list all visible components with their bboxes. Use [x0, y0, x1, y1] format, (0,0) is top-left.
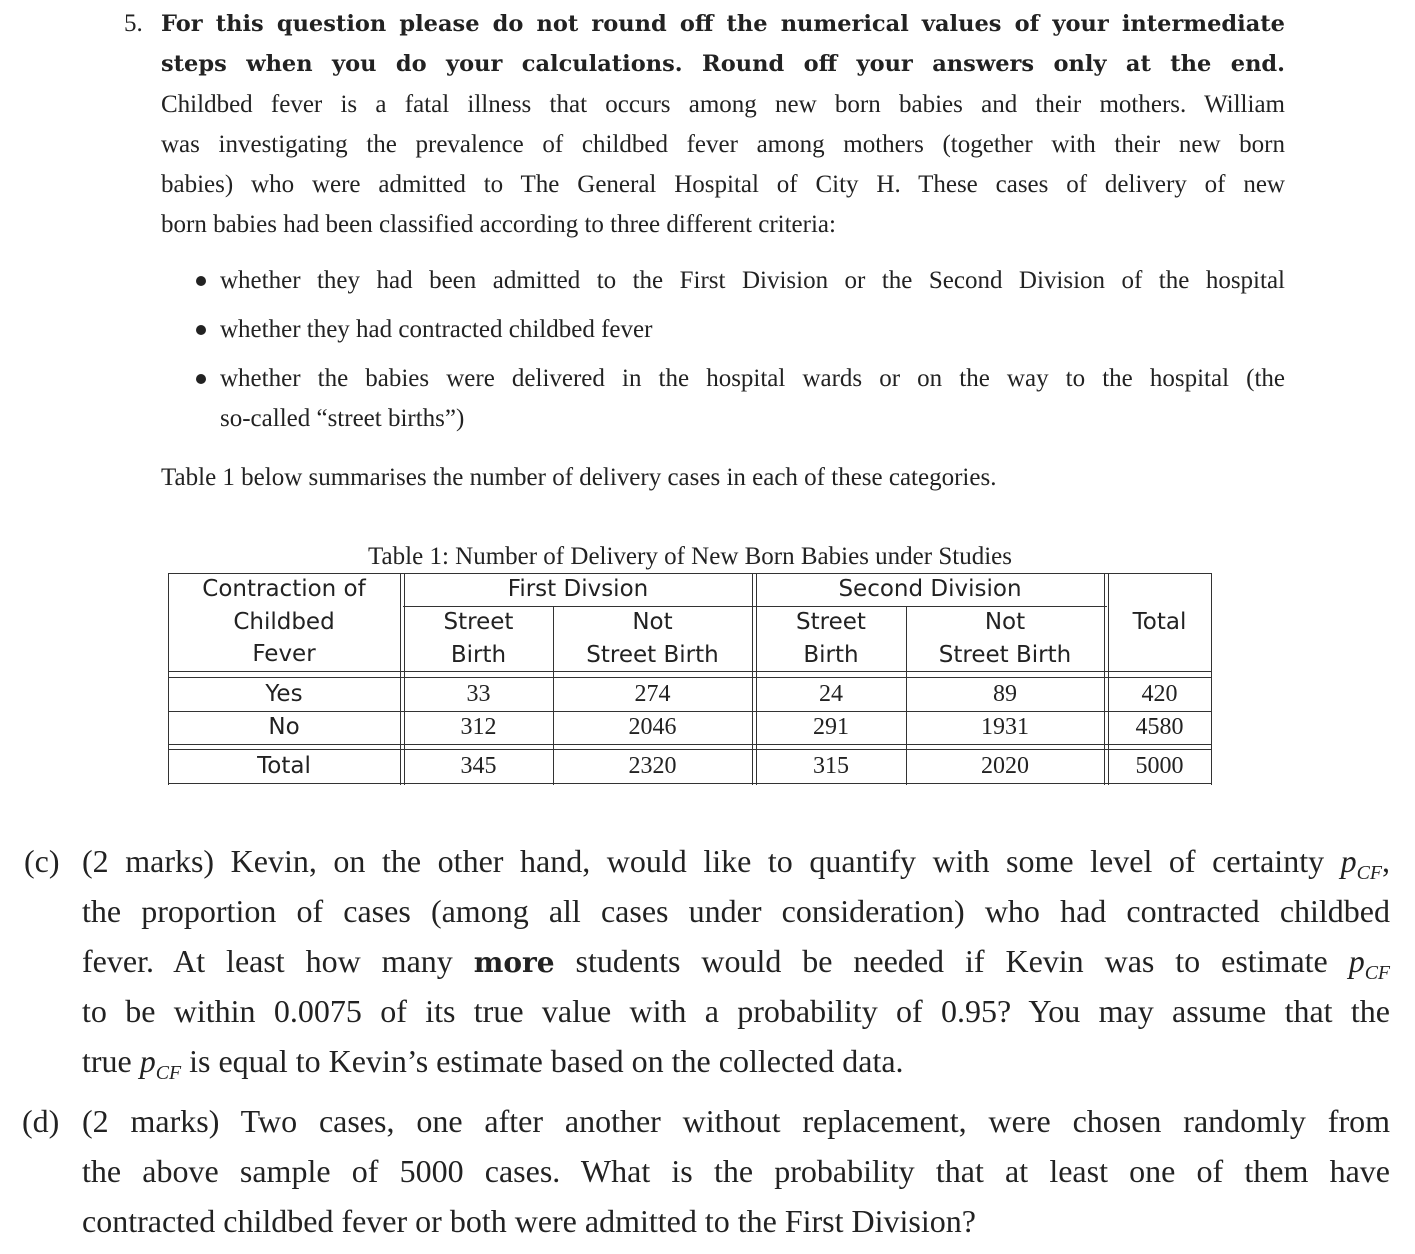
question-number: 5.	[124, 10, 143, 37]
row-label-yes: Yes	[265, 681, 303, 707]
table-cell: 420	[1141, 681, 1178, 707]
table-cell: 2320	[628, 753, 677, 779]
table-cell: 5000	[1135, 753, 1184, 779]
part-c-label: (c)	[24, 843, 60, 879]
row-header-title: Contraction of Childbed Fever	[202, 576, 366, 667]
table-cell: 89	[993, 681, 1017, 707]
table-cell: 2046	[628, 714, 677, 740]
delivery-table	[168, 573, 1212, 785]
table-cell: 315	[813, 753, 849, 779]
table-cell: 33	[466, 681, 491, 707]
intro-line-2: was investigating the prevalence of childbed fever among mothers (together with their new born	[161, 130, 1285, 158]
table-cell: 274	[634, 681, 671, 707]
criteria-list	[191, 261, 1285, 440]
table-cell: 312	[460, 714, 497, 740]
not-street-birth-header: Not Street Birth	[938, 609, 1072, 668]
street-birth-header: Street Birth	[443, 609, 514, 668]
intro-line-4: born babies had been classified according to three different criteria:	[161, 211, 836, 239]
table-cell: 1931	[981, 714, 1029, 740]
part-d-text: (2 marks) Two cases, one after another without replacement, were chosen randomly from the above sample of 5000 cases. What is the probability that at least one of them have contracted childbed fever or both were admitted to the First Division?	[82, 1103, 1390, 1239]
street-birth-header: Street Birth	[796, 609, 866, 668]
instruction-line-2: steps when you do your calculations. Round off your answers only at the end.	[161, 51, 1285, 78]
table-caption: Table 1: Number of Delivery of New Born Babies under Studies	[368, 543, 1012, 570]
criteria-item: whether the babies were delivered in the hospital wards or on the way to the hospital (the so-called “street births”)	[191, 359, 1285, 440]
row-label-total: Total	[257, 753, 311, 779]
criteria-item: whether they had been admitted to the First Division or the Second Division of the hospital	[191, 261, 1285, 310]
table-cell: 291	[813, 714, 849, 740]
intro-line-3: babies) who were admitted to The General Hospital of City H. These cases of delivery of new	[161, 171, 1285, 199]
second-division-header: Second Division	[838, 576, 1022, 602]
table-cell: 345	[460, 753, 497, 779]
bullet-icon	[196, 276, 206, 286]
part-d-label: (d)	[22, 1103, 60, 1139]
table-cell: 24	[819, 681, 843, 707]
total-header: Total	[1132, 609, 1187, 635]
table-cell: 4580	[1135, 714, 1184, 740]
intro-line-1: Childbed fever is a fatal illness that occurs among new born babies and their mothers. William	[161, 90, 1285, 118]
not-street-birth-header: Not Street Birth	[586, 609, 719, 668]
p-cf-symbol: $p_{CF}$	[139, 1043, 182, 1084]
table-intro: Table 1 below summarises the number of delivery cases in each of these categories.	[161, 464, 997, 491]
bullet-icon	[196, 325, 206, 335]
bullet-icon	[196, 374, 206, 384]
table-cell: 2020	[981, 753, 1029, 779]
p-cf-symbol: $p_{CF}$	[1348, 943, 1391, 984]
row-label-no: No	[268, 714, 300, 740]
first-division-header: First Divsion	[507, 576, 649, 602]
p-cf-symbol: $p_{CF}$	[1340, 843, 1383, 884]
question-intro	[161, 4, 1285, 246]
instruction-line-1: For this question please do not round off the numerical values of your intermediate	[161, 11, 1285, 37]
criteria-item: whether they had contracted childbed fever	[191, 310, 1285, 359]
part-c-text: (2 marks) Kevin, on the other hand, would like to quantify with some level of certainty $p_{CF}$, the proportion of cases (among all cases under consideration) who had contracted childbed fever. At least how many more students would be needed if Kevin was to estimate $p_{CF}$ to be within 0.0075 of its true value with a probability of 0.95? You may assume that the true $p_{CF}$ is equal to Kevin’s estimate based on the collected data.	[82, 843, 1391, 1084]
